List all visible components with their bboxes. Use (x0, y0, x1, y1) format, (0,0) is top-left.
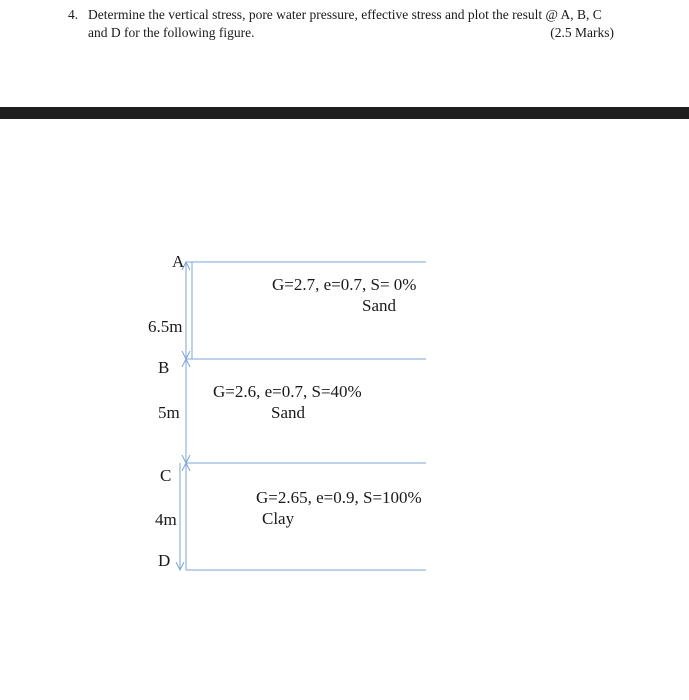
point-label-a: A (172, 252, 185, 271)
layer-3-properties: G=2.65, e=0.9, S=100% (256, 488, 422, 507)
point-label-c: C (160, 466, 172, 485)
layer-2-properties: G=2.6, e=0.7, S=40% (213, 382, 362, 401)
layer-3-soil-type: Clay (262, 509, 295, 528)
point-label-b: B (158, 358, 170, 377)
layer-1-properties: G=2.7, e=0.7, S= 0% (272, 275, 417, 294)
layer-2-soil-type: Sand (271, 403, 305, 422)
question-text-line-2: and D for the following figure. (88, 25, 255, 40)
thickness-label-bc: 5m (158, 403, 180, 422)
thickness-label-ab: 6.5m (148, 317, 183, 336)
question-marks: (2.5 Marks) (550, 25, 614, 40)
question-number: 4. (68, 7, 79, 22)
point-label-d: D (158, 551, 171, 570)
thickness-label-cd: 4m (155, 510, 177, 529)
layer-1-soil-type: Sand (362, 296, 396, 315)
question-text-line-1: Determine the vertical stress, pore water pressure, effective stress and plot the result @ A, B, C (88, 7, 602, 22)
